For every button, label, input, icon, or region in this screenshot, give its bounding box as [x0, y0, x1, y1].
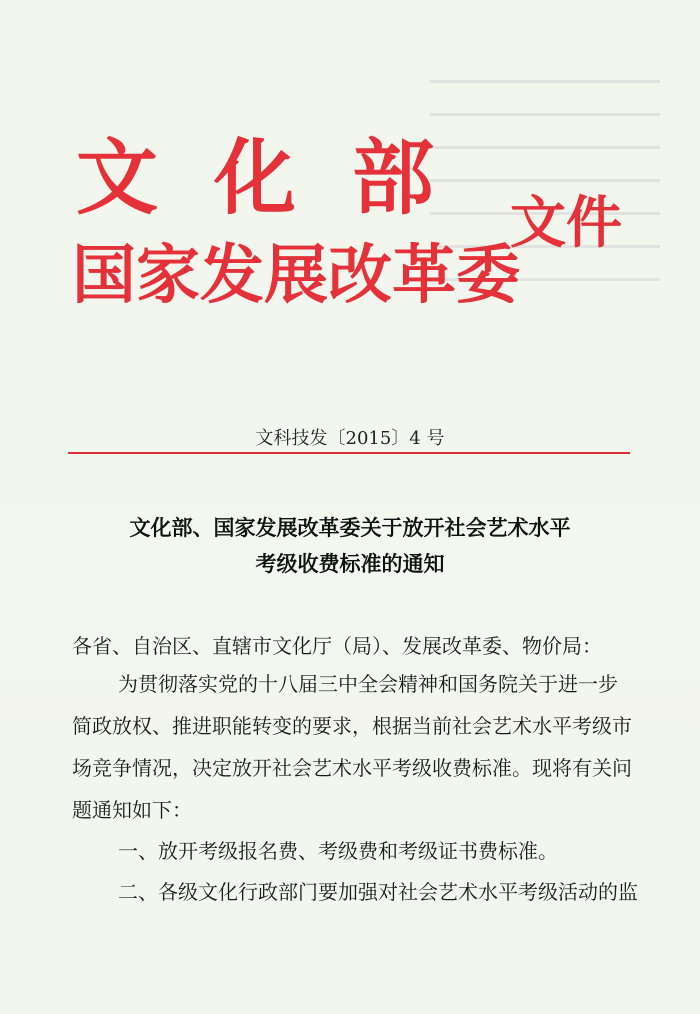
paragraph-line: 为贯彻落实党的十八届三中全会精神和国务院关于进一步	[118, 672, 618, 696]
red-divider-rule	[68, 452, 630, 454]
list-item-2: 二、各级文化行政部门要加强对社会艺术水平考级活动的监	[118, 880, 638, 904]
document-title-line-2: 考级收费标准的通知	[255, 551, 445, 576]
document-title-line-1: 文化部、国家发展改革委关于放开社会艺术水平	[129, 515, 571, 540]
salutation: 各省、自治区、直辖市文化厅（局）、发展改革委、物价局：	[72, 634, 602, 658]
paragraph-line: 场竞争情况，决定放开社会艺术水平考级收费标准。现将有关问	[72, 756, 632, 780]
issuer-ndrc: 国家发展改革委	[72, 239, 520, 313]
list-item-1: 一、放开考级报名费、考级费和考级证书费标准。	[118, 839, 558, 863]
document-type-label: 文件	[510, 191, 622, 256]
paragraph-line: 题通知如下：	[72, 798, 192, 822]
paragraph-line: 简政放权、推进职能转变的要求，根据当前社会艺术水平考级市	[72, 714, 632, 738]
document-number: 文科技发〔2015〕4 号	[255, 428, 445, 449]
issuer-ministry-of-culture: 文化部	[76, 131, 491, 226]
